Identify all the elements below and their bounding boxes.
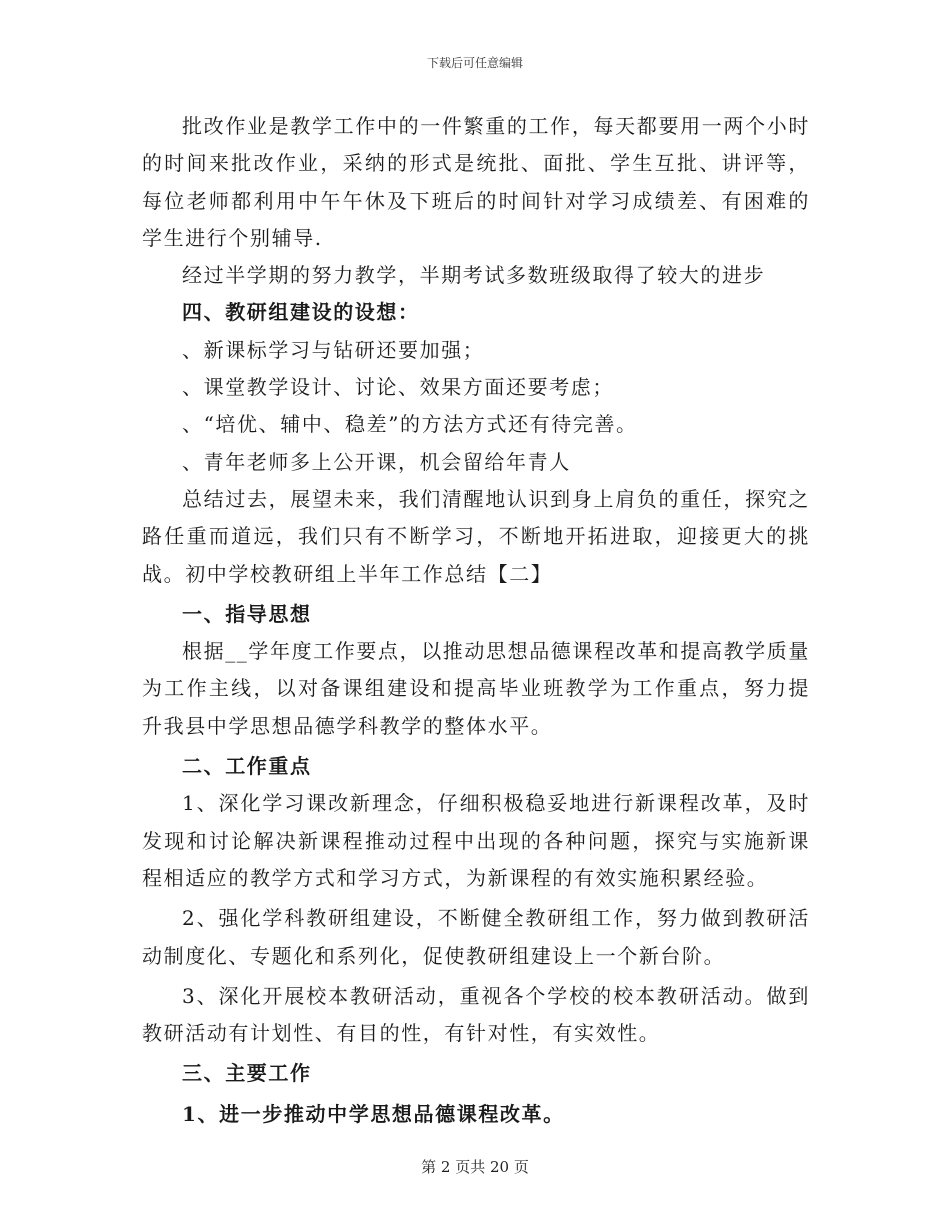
paragraph-focus-2: 2、强化学科教研组建设，不断健全教研组工作，努力做到教研活动制度化、专题化和系列化，促使教研组建设上一个新台阶。 [142, 906, 810, 968]
paragraph-guiding-thought: 根据__学年度工作要点，以推动思想品德课程改革和提高教学质量为工作主线，以对备课组建设和提高毕业班教学为工作重点，努力提升我县中学思想品德学科教学的整体水平。 [142, 639, 810, 738]
paragraph-summary: 总结过去，展望未来，我们清醒地认识到身上肩负的重任，探究之路任重而道远，我们只有不断学习，不断地开拓进取，迎接更大的挑战。初中学校教研组上半年工作总结【二】 [142, 486, 810, 586]
list-item-young-teachers: 、青年老师多上公开课，机会留给年青人 [182, 449, 571, 474]
list-item-classroom-design: 、课堂教学设计、讨论、效果方面还要考虑； [182, 375, 614, 400]
paragraph-homework-grading: 批改作业是教学工作中的一件繁重的工作，每天都要用一两个小时的时间来批改作业，采纳的形式是统批、面批、学生互批、讲评等，每位老师都利用中午午休及下班后的时间针对学习成绩差、有困难的学生进行个别辅导. [142, 114, 810, 250]
paragraph-focus-1: 1、深化学习课改新理念，仔细积极稳妥地进行新课程改革，及时发现和讨论解决新课程推动过程中出现的各种问题，探究与实施新课程相适应的教学方式和学习方式，为新课程的有效实施积累经验。 [142, 791, 810, 890]
list-item-tiered-teaching: 、“培优、辅中、稳差”的方法方式还有待完善。 [182, 412, 638, 437]
paragraph-midterm-progress: 经过半学期的努力教学，半期考试多数班级取得了较大的进步 [182, 263, 766, 288]
paragraph-focus-3: 3、深化开展校本教研活动，重视各个学校的校本教研活动。做到教研活动有计划性、有目的性，有针对性，有实效性。 [142, 983, 810, 1046]
document-body [142, 108, 810, 1133]
heading-main-work: 三、主要工作 [182, 1061, 312, 1086]
heading-guiding-thought: 一、指导思想 [182, 601, 312, 626]
page-header: 下载后可任意编辑 [426, 56, 523, 70]
list-item-curriculum-study: 、新课标学习与钻研还要加强； [182, 337, 485, 362]
page-number: 第 2 页共 20 页 [421, 1158, 529, 1176]
paragraph-main-work-1: 1、进一步推动中学思想品德课程改革。 [182, 1101, 565, 1126]
heading-research-group-plans: 四、教研组建设的设想： [182, 300, 420, 325]
heading-work-focus: 二、工作重点 [182, 754, 312, 779]
